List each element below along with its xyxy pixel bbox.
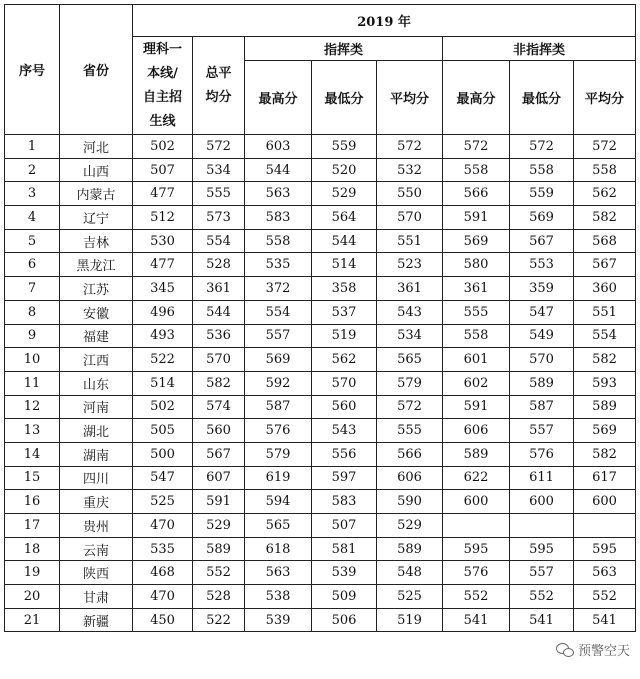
table-cell: 519 (312, 324, 377, 348)
table-cell: 四川 (60, 466, 133, 490)
table-cell: 553 (510, 253, 574, 277)
table-cell: 537 (312, 300, 377, 324)
table-cell: 534 (377, 324, 443, 348)
table-cell: 8 (5, 300, 60, 324)
table-cell: 新疆 (60, 608, 133, 632)
table-cell: 内蒙古 (60, 182, 133, 206)
table-cell: 587 (510, 395, 574, 419)
table-cell (510, 514, 574, 538)
table-cell: 黑龙江 (60, 253, 133, 277)
table-cell: 595 (510, 537, 574, 561)
table-cell: 21 (5, 608, 60, 632)
table-cell: 569 (245, 348, 312, 372)
table-cell: 576 (443, 561, 510, 585)
table-cell: 7 (5, 277, 60, 301)
table-cell: 554 (193, 229, 245, 253)
table-cell: 590 (377, 490, 443, 514)
table-cell: 18 (5, 537, 60, 561)
table-cell: 山东 (60, 371, 133, 395)
header-command-min: 最低分 (312, 61, 377, 135)
table-cell: 572 (443, 135, 510, 159)
table-cell: 512 (133, 206, 193, 230)
table-cell: 535 (133, 537, 193, 561)
table-cell: 496 (133, 300, 193, 324)
table-cell: 552 (193, 561, 245, 585)
table-cell: 591 (443, 206, 510, 230)
table-cell: 589 (193, 537, 245, 561)
table-cell: 567 (510, 229, 574, 253)
table-cell: 547 (510, 300, 574, 324)
table-row (5, 585, 636, 609)
table-cell: 493 (133, 324, 193, 348)
table-cell: 安徽 (60, 300, 133, 324)
table-cell: 555 (443, 300, 510, 324)
table-cell: 福建 (60, 324, 133, 348)
wechat-icon (556, 643, 574, 657)
table-cell: 520 (312, 158, 377, 182)
table-cell: 19 (5, 561, 60, 585)
table-cell: 592 (245, 371, 312, 395)
table-cell: 15 (5, 466, 60, 490)
table-row (5, 277, 636, 301)
table-cell: 541 (510, 608, 574, 632)
table-cell: 534 (193, 158, 245, 182)
table-cell: 361 (193, 277, 245, 301)
table-cell: 523 (377, 253, 443, 277)
table-cell: 559 (510, 182, 574, 206)
table-cell: 560 (312, 395, 377, 419)
header-total-avg-part: 均分 (205, 89, 232, 105)
table-cell: 544 (312, 229, 377, 253)
watermark (556, 640, 630, 659)
header-total-avg (193, 37, 245, 135)
table-cell: 541 (443, 608, 510, 632)
table-cell: 582 (574, 348, 636, 372)
table-cell: 山西 (60, 158, 133, 182)
table-cell: 567 (574, 253, 636, 277)
table-cell: 6 (5, 253, 60, 277)
table-cell: 567 (193, 442, 245, 466)
table-row (5, 229, 636, 253)
table-cell: 5 (5, 229, 60, 253)
table-cell: 532 (377, 158, 443, 182)
table-cell: 529 (193, 514, 245, 538)
table-cell: 591 (193, 490, 245, 514)
table-cell: 603 (245, 135, 312, 159)
header-command-max: 最高分 (245, 61, 312, 135)
table-cell: 564 (312, 206, 377, 230)
table-cell: 16 (5, 490, 60, 514)
table-cell: 622 (443, 466, 510, 490)
table-row (5, 324, 636, 348)
table-cell: 594 (245, 490, 312, 514)
table-cell: 582 (193, 371, 245, 395)
table-cell: 514 (312, 253, 377, 277)
table-cell: 582 (574, 206, 636, 230)
table-cell: 556 (312, 442, 377, 466)
header-noncommand-min: 最低分 (510, 61, 574, 135)
table-row (5, 158, 636, 182)
table-cell: 597 (312, 466, 377, 490)
table-row (5, 442, 636, 466)
table-cell: 江西 (60, 348, 133, 372)
table-cell: 579 (377, 371, 443, 395)
table-cell: 345 (133, 277, 193, 301)
table-cell: 552 (510, 585, 574, 609)
table-cell: 贵州 (60, 514, 133, 538)
table-cell: 606 (377, 466, 443, 490)
table-cell: 500 (133, 442, 193, 466)
table-cell: 548 (377, 561, 443, 585)
table-cell: 587 (245, 395, 312, 419)
table-cell: 562 (574, 182, 636, 206)
table-cell: 重庆 (60, 490, 133, 514)
table-cell: 557 (510, 419, 574, 443)
table-cell: 568 (574, 229, 636, 253)
table-cell: 574 (193, 395, 245, 419)
table-cell: 359 (510, 277, 574, 301)
table-row (5, 537, 636, 561)
table-cell: 470 (133, 514, 193, 538)
table-cell: 10 (5, 348, 60, 372)
table-cell: 555 (193, 182, 245, 206)
table-cell: 2 (5, 158, 60, 182)
table-cell: 547 (133, 466, 193, 490)
table-cell: 589 (443, 442, 510, 466)
table-cell: 563 (245, 182, 312, 206)
table-cell: 600 (574, 490, 636, 514)
table-cell: 569 (510, 206, 574, 230)
table-cell: 555 (377, 419, 443, 443)
table-row (5, 135, 636, 159)
table-cell: 601 (443, 348, 510, 372)
table-cell: 525 (133, 490, 193, 514)
table-cell: 570 (193, 348, 245, 372)
table-cell: 569 (574, 419, 636, 443)
table-cell: 572 (377, 395, 443, 419)
table-cell: 617 (574, 466, 636, 490)
header-cutoff-line-part: 自主招 (142, 89, 182, 105)
table-cell: 593 (574, 371, 636, 395)
table-cell: 528 (193, 585, 245, 609)
table-cell: 450 (133, 608, 193, 632)
table-row (5, 419, 636, 443)
table-cell: 507 (133, 158, 193, 182)
table-cell: 611 (510, 466, 574, 490)
table-cell: 600 (510, 490, 574, 514)
table-cell: 361 (377, 277, 443, 301)
table-cell: 570 (510, 348, 574, 372)
table-cell: 522 (133, 348, 193, 372)
header-cutoff-line (133, 37, 193, 135)
table-cell: 甘肃 (60, 585, 133, 609)
table-cell: 557 (245, 324, 312, 348)
table-cell: 543 (377, 300, 443, 324)
table-cell: 589 (377, 537, 443, 561)
table-row (5, 253, 636, 277)
table-cell: 583 (245, 206, 312, 230)
table-cell: 539 (312, 561, 377, 585)
table-cell: 619 (245, 466, 312, 490)
watermark-text: 预警空天 (577, 644, 630, 659)
table-cell: 20 (5, 585, 60, 609)
table-cell: 17 (5, 514, 60, 538)
table-cell: 582 (574, 442, 636, 466)
table-cell: 551 (574, 300, 636, 324)
table-cell: 572 (574, 135, 636, 159)
header-command-avg: 平均分 (377, 61, 443, 135)
table-cell: 566 (443, 182, 510, 206)
table-cell: 554 (245, 300, 312, 324)
table-cell: 550 (377, 182, 443, 206)
table-cell: 507 (312, 514, 377, 538)
table-cell: 湖北 (60, 419, 133, 443)
table-cell (443, 514, 510, 538)
table-cell: 470 (133, 585, 193, 609)
table-cell (574, 514, 636, 538)
table-cell: 552 (443, 585, 510, 609)
table-cell: 602 (443, 371, 510, 395)
table-cell: 372 (245, 277, 312, 301)
table-cell: 536 (193, 324, 245, 348)
score-table (4, 4, 636, 632)
table-cell: 502 (133, 395, 193, 419)
table-cell: 569 (443, 229, 510, 253)
table-cell: 558 (574, 158, 636, 182)
table-cell: 579 (245, 442, 312, 466)
table-cell: 572 (193, 135, 245, 159)
table-cell: 589 (510, 371, 574, 395)
table-cell: 583 (312, 490, 377, 514)
table-cell: 吉林 (60, 229, 133, 253)
table-cell: 554 (574, 324, 636, 348)
table-cell: 552 (574, 585, 636, 609)
header-total-avg-part: 总平 (205, 65, 232, 81)
table-cell: 566 (377, 442, 443, 466)
table-cell: 529 (377, 514, 443, 538)
header-cutoff-line-part: 生线 (149, 113, 176, 129)
table-cell: 514 (133, 371, 193, 395)
table-cell: 陕西 (60, 561, 133, 585)
table-cell: 551 (377, 229, 443, 253)
table-cell: 1 (5, 135, 60, 159)
table-cell: 505 (133, 419, 193, 443)
table-cell: 360 (574, 277, 636, 301)
table-cell: 576 (245, 419, 312, 443)
table-cell: 云南 (60, 537, 133, 561)
table-cell: 528 (193, 253, 245, 277)
table-cell: 河南 (60, 395, 133, 419)
table-row (5, 300, 636, 324)
table-cell: 530 (133, 229, 193, 253)
table-cell: 544 (245, 158, 312, 182)
table-cell: 581 (312, 537, 377, 561)
table-cell: 558 (443, 158, 510, 182)
table-cell: 572 (377, 135, 443, 159)
header-noncommand-max: 最高分 (443, 61, 510, 135)
table-cell: 563 (574, 561, 636, 585)
table-cell: 519 (377, 608, 443, 632)
table-cell: 576 (510, 442, 574, 466)
table-cell: 525 (377, 585, 443, 609)
header-year: 2019 年 (133, 5, 636, 37)
table-cell: 9 (5, 324, 60, 348)
table-cell: 559 (312, 135, 377, 159)
table-cell: 618 (245, 537, 312, 561)
table-cell: 541 (574, 608, 636, 632)
table-row (5, 395, 636, 419)
table-cell: 13 (5, 419, 60, 443)
table-cell: 539 (245, 608, 312, 632)
table-cell: 580 (443, 253, 510, 277)
table-cell: 558 (510, 158, 574, 182)
table-row (5, 206, 636, 230)
table-row (5, 514, 636, 538)
table-cell: 558 (245, 229, 312, 253)
table-cell: 11 (5, 371, 60, 395)
table-cell: 544 (193, 300, 245, 324)
header-command-group: 指挥类 (245, 37, 443, 61)
table-cell: 562 (312, 348, 377, 372)
table-cell: 600 (443, 490, 510, 514)
table-cell: 4 (5, 206, 60, 230)
table-row (5, 561, 636, 585)
table-cell: 572 (510, 135, 574, 159)
table-cell: 358 (312, 277, 377, 301)
table-cell: 湖南 (60, 442, 133, 466)
table-cell: 573 (193, 206, 245, 230)
table-cell: 477 (133, 182, 193, 206)
table-cell: 522 (193, 608, 245, 632)
table-cell: 589 (574, 395, 636, 419)
table-cell: 595 (443, 537, 510, 561)
table-cell: 557 (510, 561, 574, 585)
table-cell: 江苏 (60, 277, 133, 301)
table-body (5, 135, 636, 632)
table-cell: 563 (245, 561, 312, 585)
table-row (5, 348, 636, 372)
table-cell: 591 (443, 395, 510, 419)
table-cell: 570 (312, 371, 377, 395)
header-cutoff-line-part: 理科一 (142, 41, 182, 57)
table-cell: 361 (443, 277, 510, 301)
header-province: 省份 (60, 5, 133, 135)
header-noncommand-group: 非指挥类 (443, 37, 636, 61)
table-cell: 3 (5, 182, 60, 206)
table-cell: 502 (133, 135, 193, 159)
table-row (5, 608, 636, 632)
table-row (5, 182, 636, 206)
header-noncommand-avg: 平均分 (574, 61, 636, 135)
table-cell: 468 (133, 561, 193, 585)
header-cutoff-line-part: 本线/ (147, 65, 178, 81)
header-seq: 序号 (5, 5, 60, 135)
table-cell: 538 (245, 585, 312, 609)
table-row (5, 490, 636, 514)
table-row (5, 371, 636, 395)
table-cell: 543 (312, 419, 377, 443)
table-cell: 14 (5, 442, 60, 466)
table-cell: 535 (245, 253, 312, 277)
table-cell: 河北 (60, 135, 133, 159)
table-cell: 529 (312, 182, 377, 206)
table-cell: 565 (377, 348, 443, 372)
table-cell: 506 (312, 608, 377, 632)
table-cell: 560 (193, 419, 245, 443)
table-cell: 565 (245, 514, 312, 538)
table-cell: 558 (443, 324, 510, 348)
table-row (5, 466, 636, 490)
table-cell: 辽宁 (60, 206, 133, 230)
table-cell: 595 (574, 537, 636, 561)
table-cell: 607 (193, 466, 245, 490)
table-cell: 606 (443, 419, 510, 443)
table-cell: 12 (5, 395, 60, 419)
table-cell: 477 (133, 253, 193, 277)
table-cell: 509 (312, 585, 377, 609)
table-cell: 570 (377, 206, 443, 230)
table-cell: 549 (510, 324, 574, 348)
